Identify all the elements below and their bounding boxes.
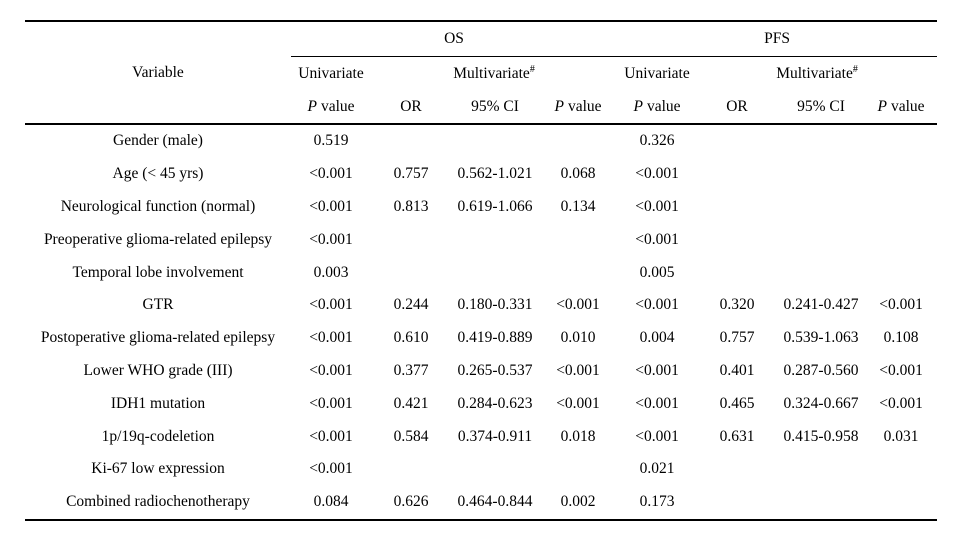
table-row — [25, 420, 937, 453]
variable-cell: Age (< 45 yrs) — [112, 165, 204, 183]
value-cell: 0.519 — [313, 132, 349, 150]
value-cell: <0.001 — [309, 197, 353, 215]
value-cell — [865, 486, 937, 520]
value-cell: 0.108 — [883, 329, 919, 347]
group-header-os: OS — [291, 21, 617, 57]
value-cell: 0.324-0.667 — [783, 394, 859, 412]
value-cell: <0.001 — [635, 394, 679, 412]
value-cell — [777, 453, 865, 486]
multivariate-footnote-mark: # — [852, 63, 858, 75]
value-cell: <0.001 — [309, 361, 353, 379]
group-header-row — [25, 21, 937, 57]
variable-cell: Gender (male) — [113, 132, 203, 150]
value-label: value — [320, 97, 355, 115]
value-cell — [539, 223, 617, 256]
value-cell: 0.068 — [560, 165, 596, 183]
variable-cell: Ki-67 low expression — [91, 460, 225, 478]
table-row — [25, 486, 937, 520]
table-header — [25, 21, 937, 124]
value-cell: 0.241-0.427 — [783, 296, 859, 314]
subgroup-header-pfs-multivariate — [697, 57, 937, 91]
variable-cell: Combined radiochenotherapy — [66, 493, 250, 511]
subgroup-label: Multivariate — [453, 64, 530, 82]
value-cell — [697, 191, 777, 224]
value-cell: 0.584 — [393, 427, 429, 445]
value-cell: 0.465 — [719, 394, 755, 412]
value-cell: 0.004 — [639, 329, 675, 347]
value-cell — [371, 223, 451, 256]
variable-cell: GTR — [142, 296, 174, 314]
value-cell: <0.001 — [556, 361, 600, 379]
value-cell: 0.326 — [639, 132, 675, 150]
variable-cell: Temporal lobe involvement — [72, 263, 244, 281]
value-cell: 0.018 — [560, 427, 596, 445]
value-cell: 0.813 — [393, 197, 429, 215]
value-label: value — [646, 97, 681, 115]
value-cell: <0.001 — [879, 361, 923, 379]
value-cell — [777, 223, 865, 256]
value-cell — [865, 158, 937, 191]
value-cell: <0.001 — [635, 165, 679, 183]
col-header-os-ci: 95% CI — [451, 90, 539, 124]
value-cell: <0.001 — [309, 427, 353, 445]
value-cell: 0.419-0.889 — [457, 329, 533, 347]
subgroup-label: Multivariate — [776, 64, 853, 82]
value-cell: 0.757 — [719, 329, 755, 347]
value-cell: <0.001 — [879, 296, 923, 314]
value-label: value — [567, 97, 602, 115]
variable-cell: IDH1 mutation — [110, 394, 206, 412]
value-cell — [865, 191, 937, 224]
value-cell — [777, 256, 865, 289]
value-cell — [865, 256, 937, 289]
value-cell — [697, 453, 777, 486]
col-header-os-or: OR — [371, 90, 451, 124]
value-cell — [451, 453, 539, 486]
value-cell — [697, 223, 777, 256]
value-cell: <0.001 — [635, 296, 679, 314]
value-cell: 0.084 — [313, 493, 349, 511]
value-cell — [777, 486, 865, 520]
value-cell: 0.320 — [719, 296, 755, 314]
col-header-pfs-uni-pvalue — [617, 90, 697, 124]
value-cell: <0.001 — [635, 230, 679, 248]
value-cell: 0.631 — [719, 427, 755, 445]
results-table-container — [25, 20, 937, 521]
value-cell — [371, 124, 451, 158]
value-cell: 0.031 — [883, 427, 919, 445]
col-header-os-multi-pvalue — [539, 90, 617, 124]
col-header-variable: Variable — [25, 21, 291, 124]
value-cell: 0.010 — [560, 329, 596, 347]
subgroup-label: Univariate — [298, 64, 364, 82]
value-cell: 0.562-1.021 — [457, 165, 533, 183]
table-row — [25, 124, 937, 158]
value-cell: <0.001 — [635, 197, 679, 215]
p-label: P — [633, 97, 643, 115]
value-cell: 0.265-0.537 — [457, 361, 533, 379]
table-body — [25, 124, 937, 520]
value-cell — [777, 191, 865, 224]
value-cell: 0.401 — [719, 361, 755, 379]
value-cell: 0.619-1.066 — [457, 197, 533, 215]
variable-cell: Postoperative glioma-related epilepsy — [40, 329, 276, 347]
value-cell: 0.005 — [639, 263, 675, 281]
group-header-pfs: PFS — [617, 21, 937, 57]
value-cell: 0.173 — [639, 493, 675, 511]
value-cell: <0.001 — [309, 165, 353, 183]
value-cell: 0.287-0.560 — [783, 361, 859, 379]
subgroup-header-os-multivariate — [371, 57, 617, 91]
variable-cell: 1p/19q-codeletion — [101, 427, 215, 445]
col-header-pfs-ci: 95% CI — [777, 90, 865, 124]
value-cell — [865, 223, 937, 256]
col-header-os-uni-pvalue — [291, 90, 371, 124]
value-cell: <0.001 — [879, 394, 923, 412]
value-cell: 0.244 — [393, 296, 429, 314]
value-cell — [371, 256, 451, 289]
value-cell — [451, 223, 539, 256]
value-cell: <0.001 — [556, 394, 600, 412]
value-cell — [451, 124, 539, 158]
value-cell — [371, 453, 451, 486]
value-cell: 0.464-0.844 — [457, 493, 533, 511]
table-row — [25, 256, 937, 289]
value-label: value — [890, 97, 925, 115]
p-label: P — [554, 97, 564, 115]
subgroup-header-pfs-univariate — [617, 57, 697, 91]
table-row — [25, 322, 937, 355]
value-cell: <0.001 — [635, 427, 679, 445]
p-label: P — [877, 97, 887, 115]
value-cell: 0.757 — [393, 165, 429, 183]
value-cell: 0.539-1.063 — [783, 329, 859, 347]
value-cell: <0.001 — [309, 329, 353, 347]
table-row — [25, 289, 937, 322]
value-cell: 0.626 — [393, 493, 429, 511]
variable-cell: Preoperative glioma-related epilepsy — [43, 230, 273, 248]
value-cell — [697, 158, 777, 191]
value-cell: 0.134 — [560, 197, 596, 215]
value-cell — [697, 124, 777, 158]
value-cell: <0.001 — [309, 394, 353, 412]
value-cell: 0.284-0.623 — [457, 394, 533, 412]
subgroup-label: Univariate — [624, 64, 690, 82]
value-cell: <0.001 — [309, 230, 353, 248]
value-cell: 0.002 — [560, 493, 596, 511]
value-cell: 0.021 — [639, 460, 675, 478]
value-cell: 0.377 — [393, 361, 429, 379]
value-cell — [865, 453, 937, 486]
table-row — [25, 453, 937, 486]
value-cell — [539, 124, 617, 158]
value-cell — [697, 256, 777, 289]
variable-cell: Lower WHO grade (III) — [83, 361, 233, 379]
table-row — [25, 387, 937, 420]
value-cell — [865, 124, 937, 158]
value-cell: 0.003 — [313, 263, 349, 281]
table-row — [25, 223, 937, 256]
value-cell — [539, 256, 617, 289]
value-cell — [777, 124, 865, 158]
results-table — [25, 20, 937, 521]
value-cell: <0.001 — [309, 460, 353, 478]
subgroup-header-os-univariate — [291, 57, 371, 91]
value-cell: 0.180-0.331 — [457, 296, 533, 314]
table-row — [25, 191, 937, 224]
multivariate-footnote-mark: # — [529, 63, 535, 75]
value-cell: 0.374-0.911 — [457, 427, 533, 445]
value-cell: 0.421 — [393, 394, 429, 412]
table-row — [25, 158, 937, 191]
value-cell: 0.415-0.958 — [783, 427, 859, 445]
variable-cell: Neurological function (normal) — [60, 197, 256, 215]
value-cell: 0.610 — [393, 329, 429, 347]
value-cell: <0.001 — [635, 361, 679, 379]
value-cell — [539, 453, 617, 486]
value-cell: <0.001 — [556, 296, 600, 314]
value-cell — [697, 486, 777, 520]
table-row — [25, 355, 937, 388]
value-cell — [777, 158, 865, 191]
p-label: P — [307, 97, 317, 115]
col-header-pfs-multi-pvalue — [865, 90, 937, 124]
value-cell: <0.001 — [309, 296, 353, 314]
value-cell — [451, 256, 539, 289]
col-header-pfs-or: OR — [697, 90, 777, 124]
